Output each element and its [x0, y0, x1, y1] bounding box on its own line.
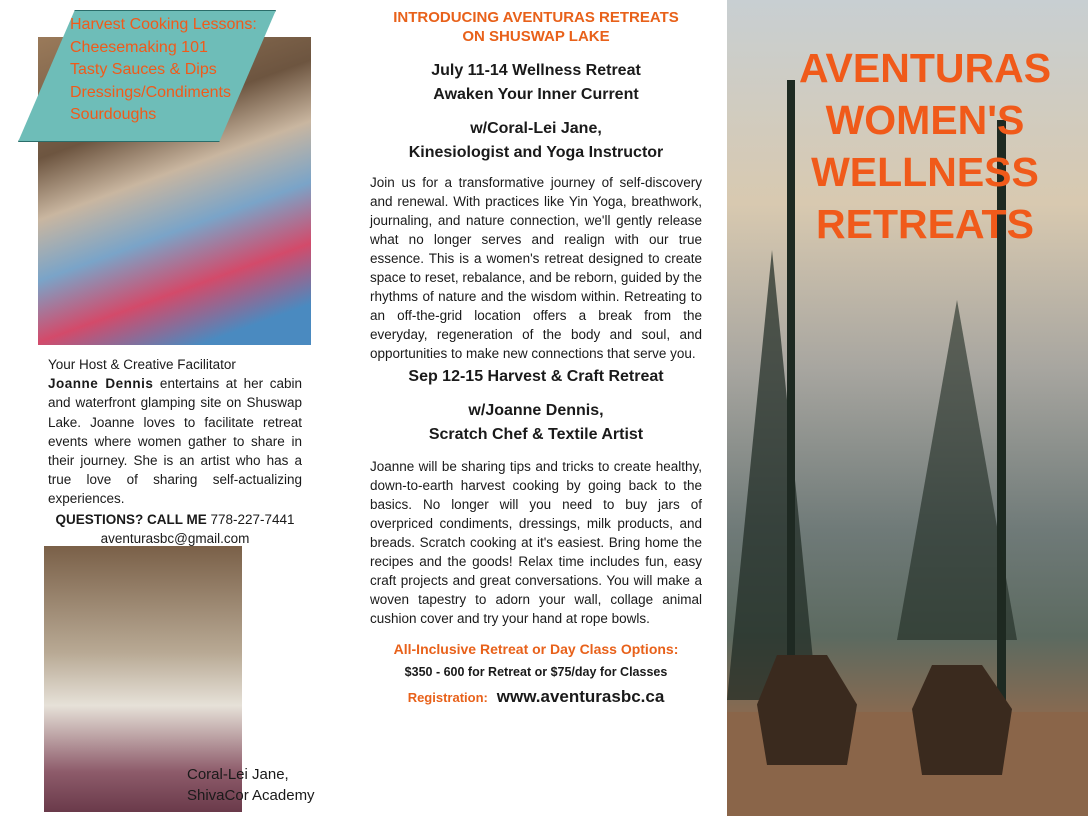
questions-label: QUESTIONS? CALL ME: [55, 511, 207, 527]
retreat1-role: Kinesiologist and Yoga Instructor: [408, 144, 664, 161]
retreat2-description: Joanne will be sharing tips and tricks to create healthy, down-to-earth harvest cooking by going back to the basics. No longer will you need to buy jars of overpriced condiments, dressings, milk products, and breads. Scratch cooking at it's easiest. Bring home the recipes and the goods! Relax time includes fun, easy craft projects and great conversations. You will make a woven tapestry to adorn your wall, collage animal cushion cover and try your hand at rope bowls.: [370, 459, 702, 626]
email-link[interactable]: aventurasbc@gmail.com: [100, 530, 250, 546]
pricing: $350 - 600 for Retreat or $75/day for Classes: [404, 665, 668, 679]
brochure-title: [780, 42, 1070, 250]
banner-line: Sourdoughs: [70, 106, 157, 123]
retreat1-description: Join us for a transformative journey of self-discovery and renewal. With practices like Yin Yoga, breathwork, journaling, and nature connection, we'll gently release what no longer serves and realign with our true essence. This is a women's retreat designed to create space to reset, rebalance, and be reborn, guided by the rhythms of nature and the wisdom within. Retreating to an off-the-grid location offers a break from the everyday, regeneration of the body and soul, and opportunities to make new connections that serve you.: [370, 175, 702, 361]
host-heading: Your Host & Creative Facilitator: [48, 357, 236, 372]
banner-line: Tasty Sauces & Dips: [70, 61, 217, 78]
host-bio: entertains at her cabin and waterfront glamping site on Shuswap Lake. Joanne loves to facilitate retreat events where women gather to share in their journey. She is an artist who has a true love of sharing self-actualizing experiences.: [48, 376, 302, 507]
retreat2-host: w/Joanne Dennis,: [468, 402, 604, 419]
retreat1-host: w/Coral-Lei Jane,: [470, 120, 602, 137]
banner-line: Harvest Cooking Lessons:: [70, 16, 257, 33]
retreat-details: [370, 8, 702, 707]
website-link[interactable]: www.aventurasbc.ca: [496, 687, 665, 706]
cooking-lessons-list: [70, 14, 257, 127]
title-line: WOMEN'S: [825, 97, 1025, 143]
phone-number[interactable]: 778-227-7441: [206, 511, 295, 527]
host-section: [48, 355, 302, 548]
retreat2-role: Scratch Chef & Textile Artist: [428, 426, 644, 443]
retreat2-title: Sep 12-15 Harvest & Craft Retreat: [408, 368, 664, 385]
host-name: Joanne Dennis: [48, 376, 154, 392]
photo-caption: [187, 764, 315, 806]
retreat1-title: July 11-14 Wellness Retreat: [431, 62, 641, 79]
title-line: RETREATS: [816, 201, 1034, 247]
banner-line: Cheesemaking 101: [70, 38, 208, 56]
intro-heading: INTRODUCING AVENTURAS RETREATS ON SHUSWAP LAKE: [393, 9, 679, 45]
title-line: AVENTURAS: [798, 45, 1052, 91]
retreat1-subtitle: Awaken Your Inner Current: [433, 86, 639, 103]
registration-label: Registration:: [407, 690, 488, 705]
banner-line: Dressings/Condiments: [70, 83, 231, 101]
caption-line: Coral-Lei Jane,: [187, 766, 289, 783]
options-heading: All-Inclusive Retreat or Day Class Options:: [393, 641, 679, 657]
title-line: WELLNESS: [811, 149, 1039, 195]
caption-line: ShivaCor Academy: [187, 787, 315, 804]
